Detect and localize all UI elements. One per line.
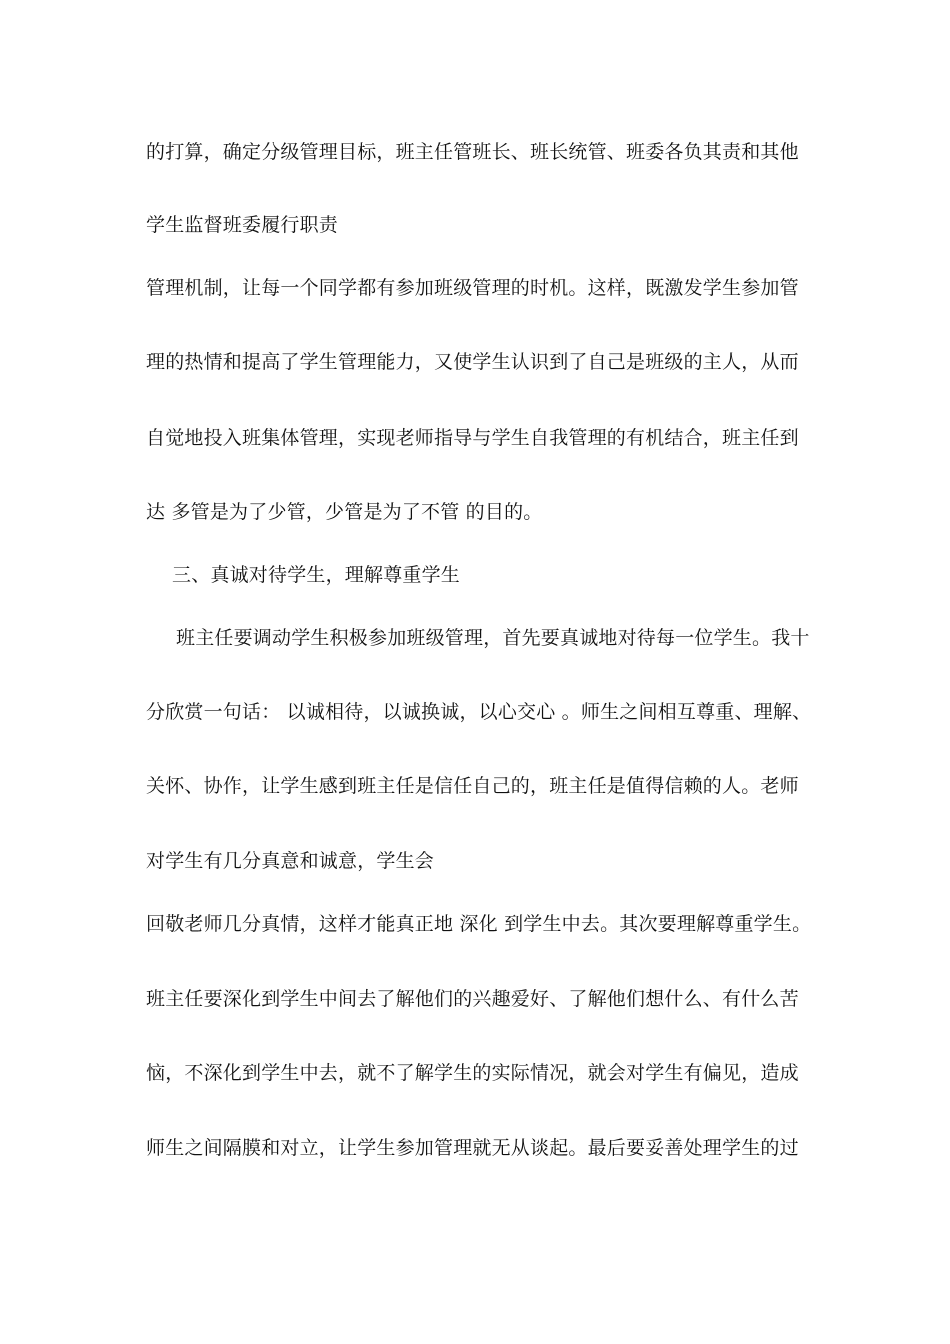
body-text-line: 对学生有几分真意和诚意，学生会 [146,850,435,872]
body-text-line: 理的热情和提高了学生管理能力，又使学生认识到了自己是班级的主人，从而 [146,351,799,373]
body-text-line: 管理机制，让每一个同学都有参加班级管理的时机。这样，既激发学生参加管 [146,277,799,299]
paragraph-first-line: 班主任要调动学生积极参加班级管理，首先要真诚地对待每一位学生。我十 [176,627,810,649]
body-text-line: 回敬老师几分真情，这样才能真正地 深化 到学生中去。其次要理解尊重学生。 [146,913,812,935]
body-text-line: 师生之间隔膜和对立，让学生参加管理就无从谈起。最后要妥善处理学生的过 [146,1137,799,1159]
body-text-line: 关怀、协作，让学生感到班主任是信任自己的，班主任是值得信赖的人。老师 [146,775,799,797]
body-text-line: 班主任要深化到学生中间去了解他们的兴趣爱好、了解他们想什么、有什么苦 [146,988,799,1010]
body-text-line: 自觉地投入班集体管理，实现老师指导与学生自我管理的有机结合，班主任到 [146,427,799,449]
body-text-line: 达 多管是为了少管，少管是为了不管 的目的。 [146,501,543,523]
body-text-line: 学生监督班委履行职责 [146,214,339,236]
body-text-line: 的打算，确定分级管理目标，班主任管班长、班长统管、班委各负其责和其他 [146,141,799,163]
body-text-line: 恼，不深化到学生中去，就不了解学生的实际情况，就会对学生有偏见，造成 [146,1062,799,1084]
body-text-line: 分欣赏一句话： 以诚相待，以诚换诚，以心交心 。师生之间相互尊重、理解、 [146,701,812,723]
section-heading: 三、真诚对待学生，理解尊重学生 [172,564,461,586]
